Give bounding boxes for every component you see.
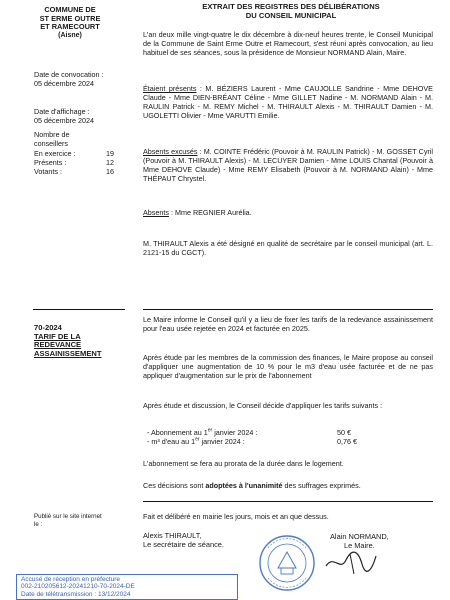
header-line1: EXTRAIT DES REGISTRES DES DÉLIBÉRATIONS [202, 2, 380, 11]
mayor-signature-icon [320, 540, 380, 580]
commune-name [18, 6, 122, 40]
presents-label: Étaient présents [143, 84, 197, 93]
absents-label: Absents [143, 208, 169, 217]
stats-title-line2: conseillers [34, 139, 68, 149]
deliberation-number: 70-2024 [34, 323, 62, 332]
secretary-signature-block [143, 532, 224, 550]
secretary-name: Alexis THIRAULT, [143, 531, 202, 540]
header-line2: DU CONSEIL MUNICIPAL [245, 10, 337, 20]
secretaire-paragraph: M. THIRAULT Alexis a été désigné en qualité de secrétaire par le conseil municipal (art. L. 2121-15 du CGCT). [143, 239, 433, 257]
affichage-value: 05 décembre 2024 [34, 116, 94, 125]
secretary-role: Le secrétaire de séance. [143, 539, 224, 549]
absents-paragraph: Absents : Mme REGNIER Aurélia. [143, 208, 252, 217]
commune-line3: ET RAMECOURT [40, 22, 100, 32]
published-line1: Publié sur le site internet [34, 513, 102, 520]
municipal-seal-icon [258, 534, 316, 592]
stats-row-exercice: En exercice : 19 [34, 148, 114, 158]
commune-line1: COMMUNE DE [44, 5, 96, 14]
intro-paragraph: L'an deux mille vingt-quatre le dix décembre à dix-neuf heures trente, le Conseil Municipal de la Commune de Saint Erme Outre et Ramecourt, s'est réuni après convocation, au lieu habituel de ses séances, sous la présidence de Monsieur NORMAND Alain, Maire. [143, 30, 433, 57]
council-stats [34, 130, 134, 177]
affichage-date [34, 107, 94, 125]
fee-m3: - m³ d'eau au 1er janvier 2024 : 0,76 € [143, 437, 433, 446]
stats-title-line1: Nombre de [34, 130, 70, 139]
stats-row-votants: Votants : 16 [34, 167, 114, 177]
convocation-date [34, 70, 104, 88]
bottom-separator [143, 501, 433, 502]
deliberation-p3: Après étude et discussion, le Conseil décide d'appliquer les tarifs suivants : [143, 401, 383, 410]
deliberation-p5: Ces décisions sont adoptées à l'unanimité des suffrages exprimés. [143, 481, 361, 490]
prefecture-receipt-stamp [16, 574, 238, 600]
deliberation-p1: Le Maire informe le Conseil qu'il y a lieu de fixer les tarifs de la redevance assainissement pour l'eau usée rejetée en 2024 et facturée en 2025. [143, 315, 433, 333]
stamp-line1: Accusé de réception en préfecture [21, 576, 121, 583]
left-separator [33, 309, 125, 310]
presents-paragraph: Étaient présents : M. BÉZIERS Laurent - Mme CAUJOLLE Sandrine - Mme DEHOVE Claude - Mme DIEN-BRÉANT Céline - Mme GILLET Nadine - M. NORMAND Alain - M. RAULIN Patrick - M. REMY Michel - M. THIRAULT Alexis - M. THIRAULT Damien - M. UGOLETTI Olivier - Mme VARUTTI Emilie. [143, 84, 433, 120]
vote-result: adoptées à l'unanimité [205, 481, 283, 490]
deliberation-topic [34, 324, 132, 359]
fee-abonnement: - Abonnement au 1er janvier 2024 : 50 € [143, 428, 433, 437]
published-note [34, 513, 102, 529]
stats-row-presents: Présents : 12 [34, 158, 114, 168]
document-header [150, 3, 432, 20]
deliberation-p4: L'abonnement se fera au prorata de la durée dans le logement. [143, 459, 344, 468]
fee-m3-value: 0,76 € [337, 437, 357, 446]
topic-title-line2: REDEVANCE [34, 340, 82, 350]
fee-abonnement-value: 50 € [337, 428, 351, 437]
topic-title-line1: TARIF DE LA [34, 331, 81, 341]
excuses-paragraph: Absents excusés : M. COINTE Frédéric (Pouvoir à M. RAULIN Patrick) - M. GOSSET Cyril (Pouvoir à M. THIRAULT Alexis) - M. LECUYER Damien - Mme LOUIS Chantal (Pouvoir à Mme DEHOVE Claude) - Mme REMY Elisabeth (Pouvoir à M. NORMAND Alain) - Mme THÉPAUT Chrystel. [143, 147, 433, 183]
stamp-transmission-date: Date de télétransmission : 13/12/2024 [21, 590, 131, 598]
mayor-role: Le Maire. [343, 540, 375, 550]
deliberation-p2: Après étude par les membres de la commission des finances, le Maire propose au conseil d'appliquer une augmentation de 10 % pour le m3 d'eau usée facturée et de ne pas appliquer d'augmentation sur le prix de l'abonnement [143, 353, 433, 380]
convocation-value: 05 décembre 2024 [34, 79, 94, 88]
stamp-reference: 002-210205612-20241210-70-2024-DE [21, 583, 135, 591]
published-line2: le : [34, 521, 43, 529]
deliberation-closing: Fait et délibéré en mairie les jours, mois et an que dessus. [143, 512, 329, 521]
fees-list [143, 428, 433, 446]
right-separator [143, 309, 433, 310]
commune-line2: ST ERME OUTRE [39, 13, 101, 23]
convocation-label: Date de convocation : [34, 70, 104, 79]
topic-title-line3: ASSAINISSEMENT [34, 349, 102, 359]
commune-department: (Aisne) [58, 31, 82, 39]
affichage-label: Date d'affichage : [34, 107, 90, 116]
excuses-label: Absents excusés [143, 147, 198, 156]
mayor-name: Alain NORMAND, [330, 532, 389, 541]
